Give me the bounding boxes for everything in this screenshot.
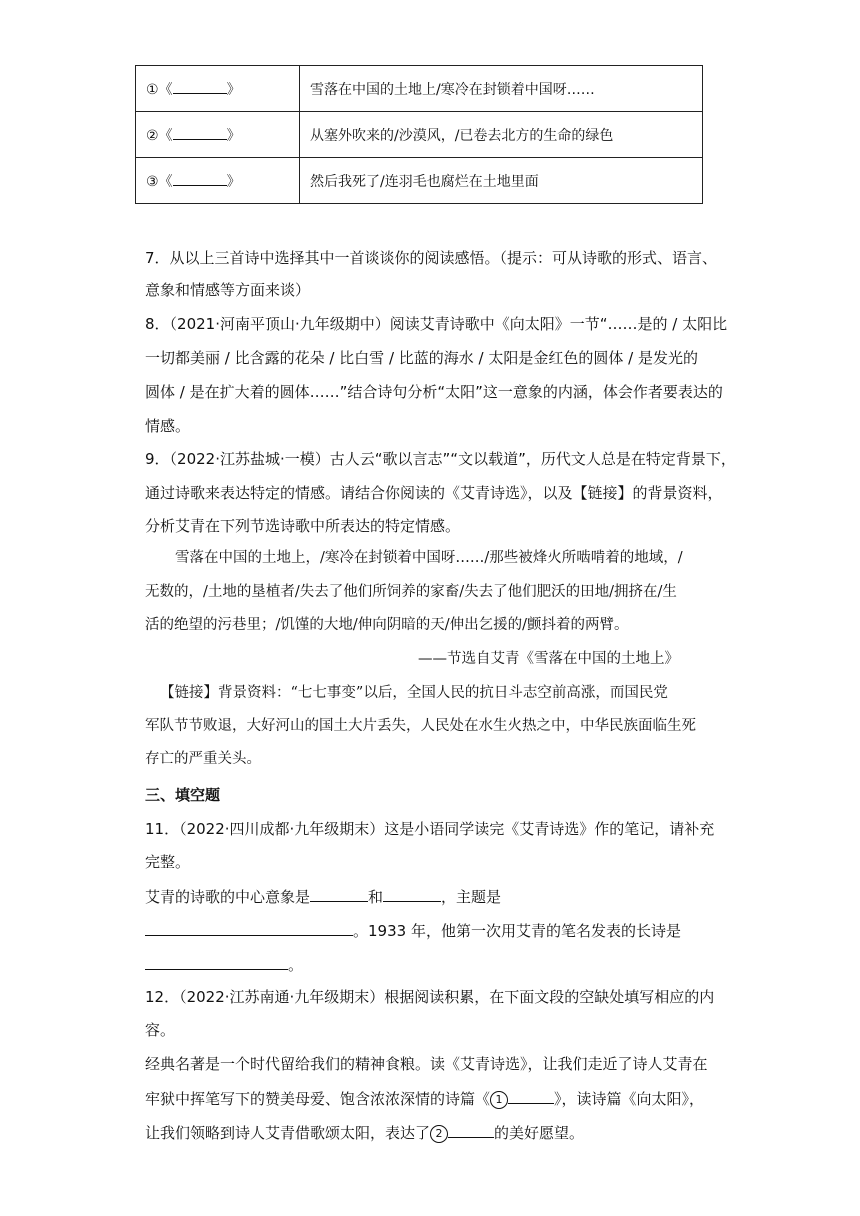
fill-text: 和 (368, 888, 384, 906)
answer-blank[interactable] (448, 1122, 494, 1138)
table-row (136, 112, 703, 158)
link-background-line: 存亡的严重关头。 (145, 751, 261, 767)
bracket-open: 《 (158, 174, 173, 190)
circled-number: 2 (430, 1125, 448, 1143)
question-8-line: 情感。 (145, 417, 191, 435)
question-12-line: 经典名著是一个时代留给我们的精神食粮。读《艾青诗选》，让我们走近了诗人艾青在 (145, 1055, 708, 1073)
fill-text: 让我们领略到诗人艾青借歌颂太阳，表达了 (145, 1124, 431, 1142)
bracket-open: 《 (158, 82, 173, 98)
row-number: ② (146, 128, 159, 144)
table-row (136, 66, 703, 112)
excerpt-cell: 雪落在中国的土地上/寒冷在封锁着中国呀…… (300, 66, 703, 112)
question-11-line (145, 886, 501, 907)
poem-excerpt-line: 无数的，/土地的垦植者/失去了他们所饲养的家畜/失去了他们肥沃的田地/拥挤在/生 (145, 584, 677, 600)
fill-text: ，主题是 (441, 888, 502, 906)
question-9-line: 通过诗歌来表达特定的情感。请结合你阅读的《艾青诗选》，以及【链接】的背景资料， (145, 484, 723, 502)
fill-text: 。1933 年，他第一次用艾青的笔名发表的长诗是 (353, 922, 681, 940)
table-row (136, 158, 703, 204)
question-9-line: 9．（2022·江苏盐城·一模）古人云“歌以言志”“文以载道”，历代文人总是在特定背景下， (145, 450, 736, 468)
fill-text: 艾青的诗歌的中心意象是 (145, 888, 311, 906)
poem-title-table (135, 65, 703, 204)
link-background-line: 军队节节败退，大好河山的国土大片丢失，人民处在水生火热之中，中华民族面临生死 (145, 718, 696, 734)
question-12-line (145, 1122, 584, 1143)
bracket-open: 《 (158, 128, 173, 144)
question-12-line: 12．（2022·江苏南通·九年级期末）根据阅读积累，在下面文段的空缺处填写相应的内 (145, 988, 715, 1006)
bracket-close: 》 (226, 174, 241, 190)
title-cell (136, 66, 300, 112)
question-8-line: 一切都美丽 / 比含露的花朵 / 比白雪 / 比蓝的海水 / 太阳是金红色的圆体 / 是发光的 (145, 349, 698, 367)
question-8-line: 圆体 / 是在扩大着的圆体……”结合诗句分析“太阳”这一意象的内涵，体会作者要表达的 (145, 383, 723, 401)
title-blank[interactable] (173, 78, 227, 94)
poem-excerpt-line: 雪落在中国的土地上，/寒冷在封锁着中国呀……/那些被烽火所啮啃着的地域，/ (175, 550, 683, 566)
question-7-line: 意象和情感等方面来谈） (145, 281, 311, 299)
title-blank[interactable] (173, 170, 227, 186)
link-background-line: 【链接】背景资料：“七七事变”以后，全国人民的抗日斗志空前高涨，而国民党 (160, 685, 668, 701)
question-11-line: 完整。 (145, 853, 191, 871)
question-12-line (145, 1088, 704, 1109)
question-11-line: 11．（2022·四川成都·九年级期末）这是小语同学读完《艾青诗选》作的笔记，请补充 (145, 820, 715, 838)
title-cell (136, 112, 300, 158)
fill-text: 》，读诗篇《向太阳》， (554, 1090, 705, 1108)
answer-blank[interactable] (383, 886, 441, 902)
row-number: ① (146, 82, 159, 98)
section-heading: 三、填空题 (145, 786, 221, 804)
bracket-close: 》 (226, 128, 241, 144)
row-number: ③ (146, 174, 159, 190)
question-9-line: 分析艾青在下列节选诗歌中所表达的特定情感。 (145, 517, 461, 535)
circled-number: 1 (490, 1091, 508, 1109)
answer-blank[interactable] (508, 1088, 554, 1104)
excerpt-cell: 然后我死了/连羽毛也腐烂在土地里面 (300, 158, 703, 204)
poem-excerpt-line: 活的绝望的污巷里；/饥馑的大地/伸向阴暗的天/伸出乞援的/颤抖着的两臂。 (145, 617, 629, 633)
question-12-line: 容。 (145, 1021, 176, 1039)
answer-blank[interactable] (310, 886, 368, 902)
poem-source: ——节选自艾青《雪落在中国的土地上》 (418, 651, 679, 667)
fill-text: 。 (288, 956, 304, 974)
fill-text: 的美好愿望。 (494, 1124, 585, 1142)
fill-text: 牢狱中挥笔写下的赞美母爱、饱含浓浓深情的诗篇《 (145, 1090, 491, 1108)
title-cell (136, 158, 300, 204)
question-7-line: 7．从以上三首诗中选择其中一首谈谈你的阅读感悟。（提示：可从诗歌的形式、语言、 (145, 249, 718, 267)
question-8-line: 8．（2021·河南平顶山·九年级期中）阅读艾青诗歌中《向太阳》一节“……是的 / 太阳比 (145, 315, 728, 333)
bracket-close: 》 (226, 82, 241, 98)
title-blank[interactable] (173, 124, 227, 140)
question-11-line (145, 920, 681, 941)
answer-blank[interactable] (145, 954, 288, 970)
question-11-line (145, 954, 303, 975)
excerpt-cell: 从塞外吹来的/沙漠风，/已卷去北方的生命的绿色 (300, 112, 703, 158)
answer-blank[interactable] (145, 920, 353, 936)
